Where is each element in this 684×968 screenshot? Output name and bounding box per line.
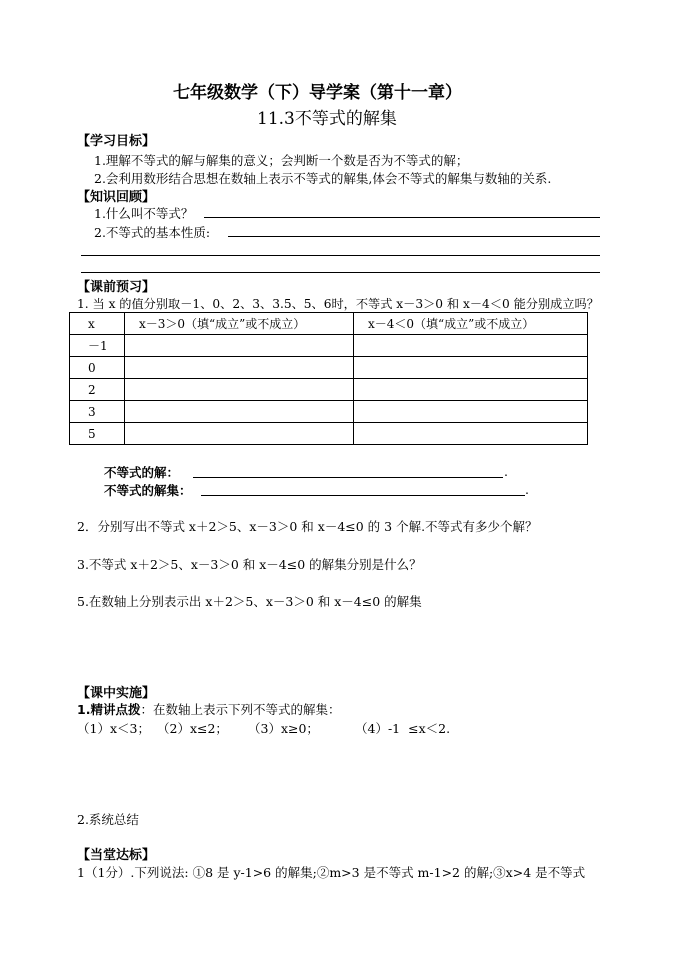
preview-question-1: 1. 当 x 的值分别取－1、0、2、3、3.5、5、6时，不等式 x－3＞0 和 x－4＜0 能分别成立吗？ bbox=[77, 297, 599, 311]
goal-item: 2.会利用数形结合思想在数轴上表示不等式的解集,体会不等式的解集与数轴的关系. bbox=[94, 171, 552, 186]
table-row bbox=[70, 401, 588, 423]
practice-heading: 【当堂达标】 bbox=[77, 848, 156, 863]
table-answer-cell[interactable] bbox=[354, 401, 588, 423]
period: . bbox=[525, 482, 529, 497]
inclass-item: （2）x≤2； bbox=[157, 721, 228, 736]
table-header-cell: x－3＞0（填“成立”或不成立） bbox=[125, 313, 354, 335]
preview-heading: 【课前预习】 bbox=[77, 280, 156, 295]
inclass-item: （1）x＜3； bbox=[77, 721, 150, 736]
page-subtitle: 11.3不等式的解集 bbox=[257, 109, 397, 129]
review-question-2: 2.不等式的基本性质: bbox=[94, 225, 211, 240]
practice-question-1: 1（1分）.下列说法: ①8 是 y-1>6 的解集;②m>3 是不等式 m-1>2 的解;③x>4 是不等式 bbox=[77, 865, 586, 880]
inclass-item-part: （4）-1 bbox=[355, 721, 401, 736]
table-header-row bbox=[70, 313, 588, 335]
inclass-sub-text: ：在数轴上表示下列不等式的解集： bbox=[140, 702, 341, 717]
table-x-cell: －1 bbox=[70, 335, 125, 357]
table-answer-cell[interactable] bbox=[125, 335, 354, 357]
preview-question-2: 2．分别写出不等式 x＋2＞5、x－3＞0 和 x－4≤0 的 3 个解.不等式有多少个解？ bbox=[77, 519, 538, 534]
period: . bbox=[504, 464, 508, 479]
table-x-cell: 0 bbox=[70, 357, 125, 379]
table-x-cell: 5 bbox=[70, 423, 125, 445]
table-row bbox=[70, 335, 588, 357]
table-answer-cell[interactable] bbox=[354, 335, 588, 357]
answer-line bbox=[81, 272, 600, 273]
solution-set-label: 不等式的解集： bbox=[104, 483, 192, 498]
table-answer-cell[interactable] bbox=[125, 401, 354, 423]
table-row bbox=[70, 423, 588, 445]
inclass-item bbox=[355, 719, 450, 737]
answer-line bbox=[193, 477, 503, 478]
answer-line bbox=[201, 495, 525, 496]
goal-item: 1.理解不等式的解与解集的意义；会判断一个数是否为不等式的解； bbox=[94, 153, 469, 168]
preview-question-3: 3.不等式 x＋2＞5、x－3＞0 和 x－4≤0 的解集分别是什么？ bbox=[77, 557, 422, 572]
table-answer-cell[interactable] bbox=[125, 379, 354, 401]
review-question-1: 1.什么叫不等式？ bbox=[94, 206, 194, 221]
table-answer-cell[interactable] bbox=[354, 379, 588, 401]
page-title: 七年级数学（下）导学案（第十一章） bbox=[173, 83, 462, 103]
inclass-sub-label: 1.精讲点拨 bbox=[77, 702, 141, 717]
inclass-item: （3）x≥0； bbox=[248, 721, 319, 736]
answer-table bbox=[69, 312, 588, 445]
answer-line bbox=[228, 236, 600, 237]
review-heading: 【知识回顾】 bbox=[77, 190, 156, 205]
table-answer-cell[interactable] bbox=[354, 357, 588, 379]
table-x-cell: 3 bbox=[70, 401, 125, 423]
inclass-summary: 2.系统总结 bbox=[77, 812, 139, 827]
table-row bbox=[70, 379, 588, 401]
inclass-subheading bbox=[77, 700, 340, 718]
goals-heading: 【学习目标】 bbox=[77, 134, 156, 149]
solution-label: 不等式的解： bbox=[104, 465, 180, 480]
table-header-cell: x bbox=[70, 313, 125, 335]
table-answer-cell[interactable] bbox=[354, 423, 588, 445]
inclass-heading: 【课中实施】 bbox=[77, 686, 156, 701]
table-header-cell: x－4＜0（填“成立”或不成立） bbox=[354, 313, 588, 335]
table-row bbox=[70, 357, 588, 379]
table-answer-cell[interactable] bbox=[125, 357, 354, 379]
preview-question-5: 5.在数轴上分别表示出 x＋2＞5、x－3＞0 和 x－4≤0 的解集 bbox=[77, 594, 422, 609]
table-x-cell: 2 bbox=[70, 379, 125, 401]
answer-line bbox=[81, 255, 600, 256]
table-answer-cell[interactable] bbox=[125, 423, 354, 445]
inclass-item-part: ≤x＜2. bbox=[408, 721, 451, 736]
answer-line bbox=[204, 217, 600, 218]
